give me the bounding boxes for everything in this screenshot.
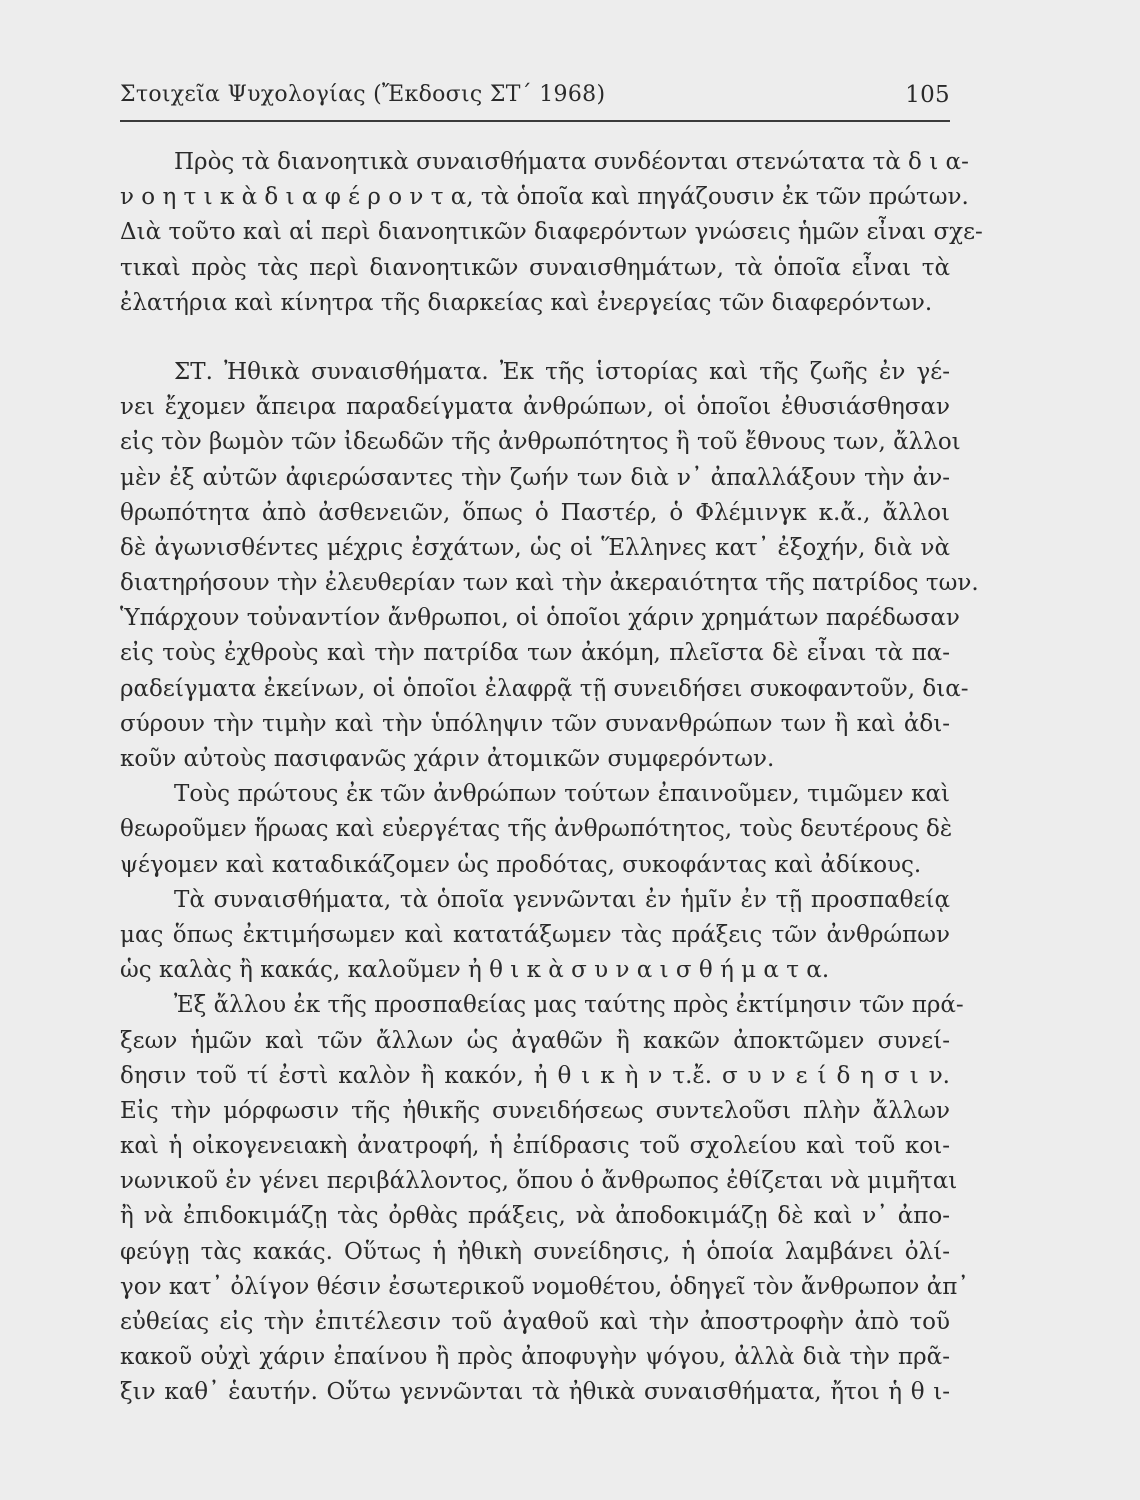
text-line: δησιν τοῦ τί ἐστὶ καλὸν ἢ κακόν, ἠ θ ι κ ὴ ν τ.ἔ. σ υ ν ε ί δ η σ ι ν. xyxy=(120,1062,950,1089)
text-line: μας ὅπως ἐκτιμήσωμεν καὶ κατατάξωμεν τὰς πράξεις τῶν ἀνθρώπων xyxy=(120,921,950,948)
text-line: ξεων ἡμῶν καὶ τῶν ἄλλων ὡς ἀγαθῶν ἢ κακῶν ἀποκτῶμεν συνεί- xyxy=(120,1027,950,1054)
running-header-title: Στοιχεῖα Ψυχολογίας (Ἔκδοσις ΣΤ΄ 1968) xyxy=(120,82,606,107)
text-line: Ἐξ ἄλλου ἐκ τῆς προσπαθείας μας ταύτης πρὸς ἐκτίμησιν τῶν πρά- xyxy=(174,992,964,1019)
text-line: Τὰ συναισθήματα, τὰ ὁποῖα γεννῶνται ἐν ἡμῖν ἐν τῇ προσπαθείᾳ xyxy=(174,886,950,913)
text-line: ψέγομεν καὶ καταδικάζομεν ὡς προδότας, συκοφάντας καὶ ἀδίκους. xyxy=(120,851,922,878)
text-line: Τοὺς πρώτους ἐκ τῶν ἀνθρώπων τούτων ἐπαινοῦμεν, τιμῶμεν καὶ xyxy=(174,781,950,808)
page-body-text xyxy=(120,145,983,1411)
text-line: Πρὸς τὰ διανοητικὰ συναισθήματα συνδέονται στενώτατα τὰ δ ι α- xyxy=(174,149,969,175)
text-line: τικαὶ πρὸς τὰς περὶ διανοητικῶν συναισθημάτων, τὰ ὁποῖα εἶναι τὰ xyxy=(120,254,950,281)
running-header xyxy=(120,82,950,114)
paragraph xyxy=(120,145,983,321)
text-line: ν ο η τ ι κ ὰ δ ι α φ έ ρ ο ν τ α, τὰ ὁποῖα καὶ πηγάζουσιν ἐκ τῶν πρώτων. xyxy=(120,184,969,211)
text-line: διατηρήσουν τὴν ἐλευθερίαν των καὶ τὴν ἀκεραιότητα τῆς πατρίδος των. xyxy=(120,570,979,597)
text-line: κοῦν αὐτοὺς πασιφανῶς χάριν ἀτομικῶν συμφερόντων. xyxy=(120,746,775,772)
text-line: ραδείγματα ἐκείνων, οἱ ὁποῖοι ἐλαφρᾷ τῇ συνειδήσει συκοφαντοῦν, δια- xyxy=(120,675,969,702)
text-line: θρωπότητα ἀπὸ ἀσθενειῶν, ὅπως ὁ Παστέρ, ὁ Φλέμινγκ κ.ἄ., ἄλλοι xyxy=(120,499,950,526)
paragraph xyxy=(120,355,979,777)
text-line: ΣΤ. Ἠθικὰ συναισθήματα. Ἐκ τῆς ἱστορίας καὶ τῆς ζωῆς ἐν γέ- xyxy=(174,358,950,385)
text-line: εἰς τοὺς ἐχθροὺς καὶ τὴν πατρίδα των ἀκόμη, πλεῖστα δὲ εἶναι τὰ πα- xyxy=(120,640,950,667)
text-line: σύρουν τὴν τιμὴν καὶ τὴν ὑπόληψιν τῶν συνανθρώπων των ἢ καὶ ἀδι- xyxy=(120,710,950,737)
text-line: νωνικοῦ ἐν γένει περιβάλλοντος, ὅπου ὁ ἄνθρωπος ἐθίζεται νὰ μιμῆται xyxy=(120,1168,958,1195)
text-line: δὲ ἀγωνισθέντες μέχρις ἐσχάτων, ὡς οἱ Ἕλληνες κατ᾽ ἐξοχήν, διὰ νὰ xyxy=(120,534,950,561)
text-line: γον κατ᾽ ὀλίγον θέσιν ἐσωτερικοῦ νομοθέτου, ὁδηγεῖ τὸν ἄνθρωπον ἀπ᾽ xyxy=(120,1273,969,1300)
paragraph xyxy=(120,777,953,883)
paragraph xyxy=(120,988,969,1410)
text-line: φεύγῃ τὰς κακάς. Οὕτως ἡ ἠθικὴ συνείδησις, ἡ ὁποία λαμβάνει ὀλί- xyxy=(120,1238,950,1265)
text-line: θεωροῦμεν ἥρωας καὶ εὐεργέτας τῆς ἀνθρωπότητος, τοὺς δευτέρους δὲ xyxy=(120,816,953,843)
text-line: Εἰς τὴν μόρφωσιν τῆς ἠθικῆς συνειδήσεως συντελοῦσι πλὴν ἄλλων xyxy=(120,1097,950,1124)
text-line: νει ἔχομεν ἄπειρα παραδείγματα ἀνθρώπων, οἱ ὁποῖοι ἐθυσιάσθησαν xyxy=(120,394,950,421)
text-line: μὲν ἐξ αὐτῶν ἀφιερώσαντες τὴν ζωήν των διὰ ν᾽ ἀπαλλάξουν τὴν ἀν- xyxy=(120,464,950,491)
header-rule xyxy=(120,120,950,122)
text-line: καὶ ἡ οἰκογενειακὴ ἀνατροφή, ἡ ἐπίδρασις τοῦ σχολείου καὶ τοῦ κοι- xyxy=(120,1133,950,1160)
text-line: εἰς τὸν βωμὸν τῶν ἰδεωδῶν τῆς ἀνθρωπότητος ἢ τοῦ ἔθνους των, ἄλλοι xyxy=(120,429,961,456)
page-number: 105 xyxy=(905,82,950,108)
text-line: εὐθείας εἰς τὴν ἐπιτέλεσιν τοῦ ἀγαθοῦ καὶ τὴν ἀποστροφὴν ἀπὸ τοῦ xyxy=(120,1309,950,1335)
text-line: κακοῦ οὐχὶ χάριν ἐπαίνου ἢ πρὸς ἀποφυγὴν ψόγου, ἀλλὰ διὰ τὴν πρᾶ- xyxy=(120,1344,950,1371)
text-line: Διὰ τοῦτο καὶ αἱ περὶ διανοητικῶν διαφερόντων γνώσεις ἡμῶν εἶναι σχε- xyxy=(120,219,983,246)
text-line: ξιν καθ᾽ ἑαυτήν. Οὕτω γεννῶνται τὰ ἠθικὰ συναισθήματα, ἤτοι ἡ θ ι- xyxy=(120,1379,950,1406)
text-line: Ὑπάρχουν τοὐναντίον ἄνθρωποι, οἱ ὁποῖοι χάριν χρημάτων παρέδωσαν xyxy=(120,605,960,632)
paragraph-gap xyxy=(120,321,950,355)
text-line: ὡς καλὰς ἢ κακάς, καλοῦμεν ἠ θ ι κ ὰ σ υ ν α ι σ θ ή μ α τ α. xyxy=(120,957,830,984)
text-line: ἢ νὰ ἐπιδοκιμάζῃ τὰς ὀρθὰς πράξεις, νὰ ἀποδοκιμάζῃ δὲ καὶ ν᾽ ἀπο- xyxy=(120,1203,950,1230)
text-line: ἐλατήρια καὶ κίνητρα τῆς διαρκείας καὶ ἐνεργείας τῶν διαφερόντων. xyxy=(120,289,933,316)
paragraph xyxy=(120,883,950,989)
